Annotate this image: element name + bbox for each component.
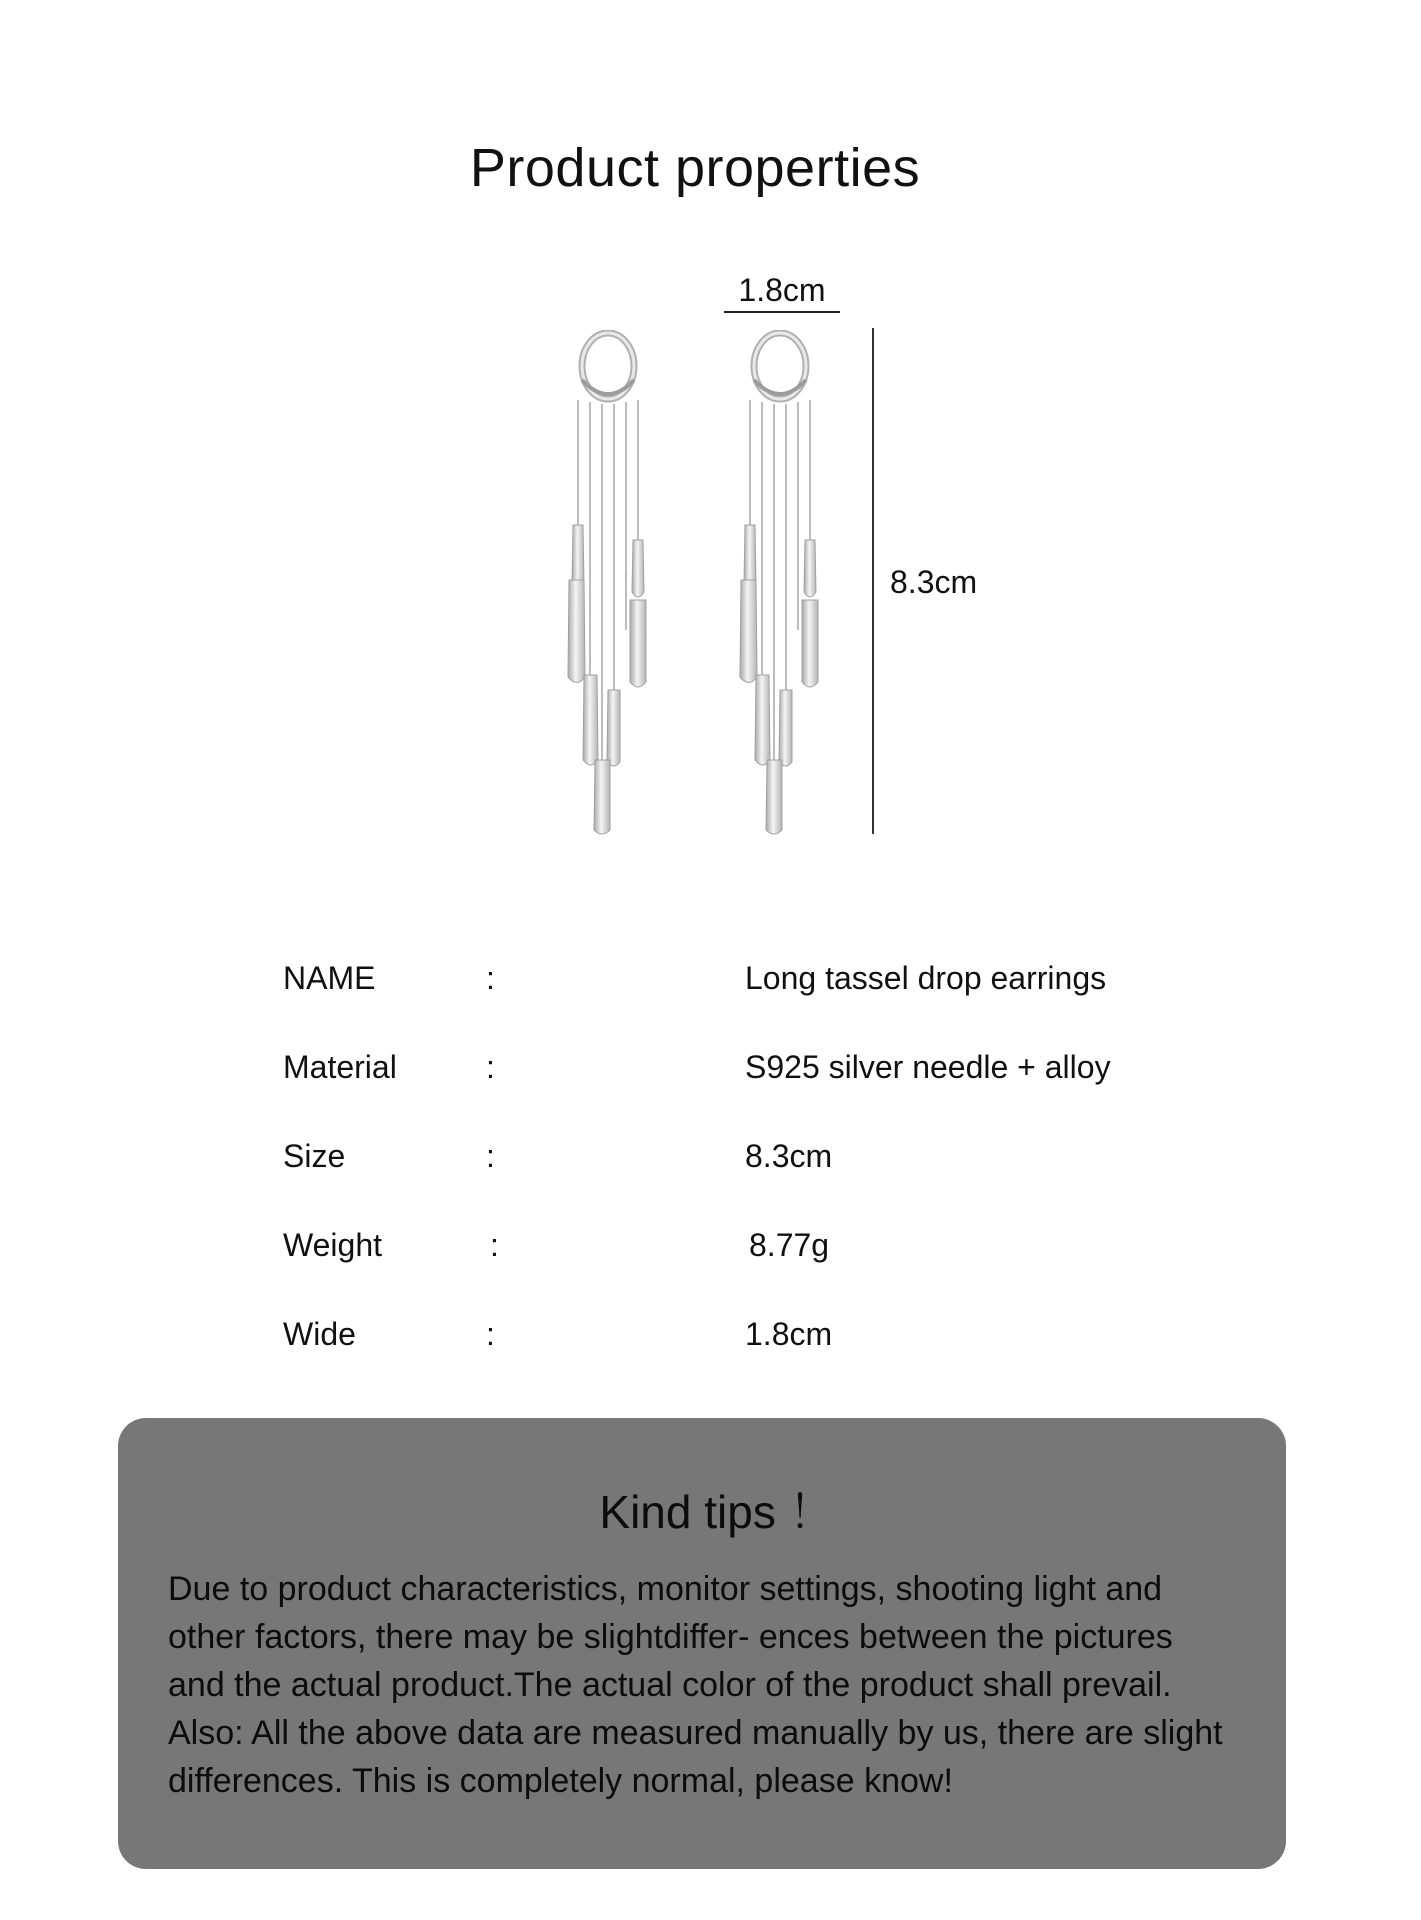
property-key: Wide [283,1316,356,1352]
property-key: Material [283,1049,397,1085]
property-value: 8.77g [749,1227,830,1263]
width-dimension-label: 1.8cm [724,272,840,313]
property-key: Size [283,1138,346,1174]
kind-tips-line: Also: All the above data are measured manually by us, there are slight [168,1714,1223,1752]
height-dimension-line [872,328,874,834]
property-separator: : [486,1316,495,1352]
property-separator: : [486,1049,495,1085]
property-key: NAME [283,960,376,996]
tassel-earring-right-image [732,330,828,840]
kind-tips-line: other factors, there may be slightdiffer- ences between the pictures [168,1618,1173,1656]
property-row-size [283,1138,1283,1227]
page-title: Product properties [469,138,921,198]
properties-list [283,960,1283,1405]
height-dimension-label: 8.3cm [890,564,978,600]
property-row-weight [283,1227,1283,1316]
property-separator: : [486,1138,495,1174]
kind-tips-line: Due to product characteristics, monitor settings, shooting light and [168,1570,1163,1608]
kind-tips-text [168,1565,1258,1805]
property-row-name [283,960,1283,1049]
property-value: S925 silver needle + alloy [745,1049,1111,1085]
tassel-earring-left-image [560,330,656,840]
kind-tips-panel [118,1418,1286,1869]
kind-tips-line: differences. This is completely normal, please know! [168,1762,953,1800]
property-separator: : [486,960,495,996]
property-separator: : [490,1227,499,1263]
kind-tips-title: Kind tips ！ [599,1486,835,1538]
property-value: 1.8cm [745,1316,833,1352]
property-value: Long tassel drop earrings [745,960,1107,996]
kind-tips-line: and the actual product.The actual color of the product shall prevail. [168,1666,1172,1704]
property-value: 8.3cm [745,1138,833,1174]
property-key: Weight [283,1227,383,1263]
property-row-material [283,1049,1283,1138]
property-row-wide [283,1316,1283,1405]
